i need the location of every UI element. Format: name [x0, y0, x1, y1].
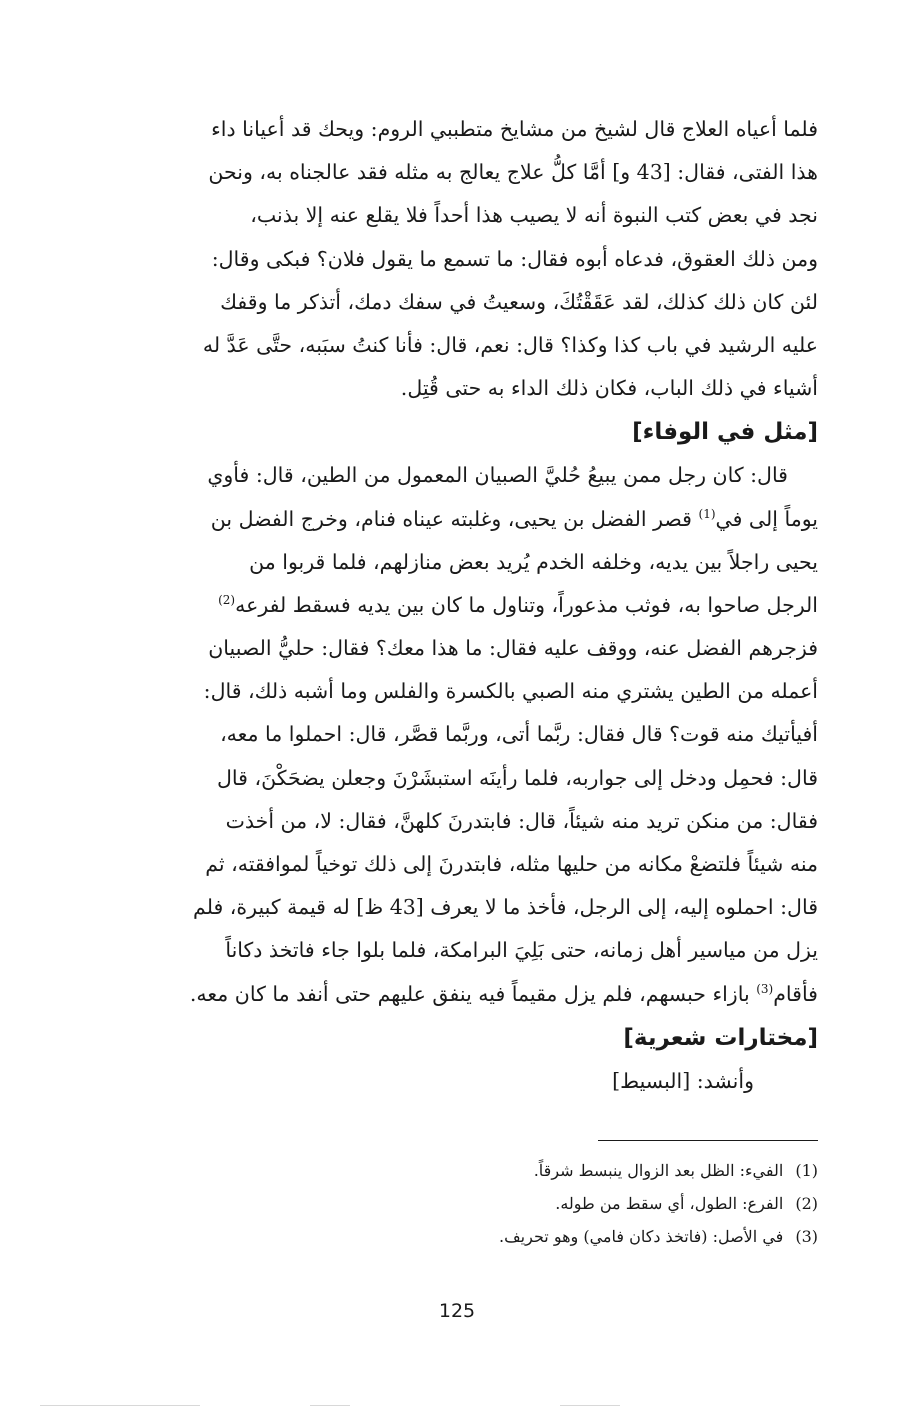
- scan-edge-mark: [40, 1405, 200, 1406]
- footnote-number: (3): [795, 1227, 818, 1246]
- text-line: أفيأتيك منه قوت؟ قال فقال: ربَّما أتى، وربَّما قصَّر، قال: احملوا ما معه،: [220, 722, 818, 747]
- text-line: يزل من مياسير أهل زمانه، حتى بَلِيَ البرامكة، فلما بلوا جاء فاتخذ دكاناً: [225, 938, 818, 963]
- text-line: قال: احملوه إليه، إلى الرجل، فأخذ ما لا يعرف [43 ظ] له قيمة كبيرة، فلم: [193, 895, 818, 920]
- footnote-ref-3: (3): [756, 981, 774, 996]
- text-line: أشياء في ذلك الباب، فكان ذلك الداء به حتى قُتِل.: [400, 376, 818, 401]
- footnote-text: الفرع: الطول، أي سقط من طوله.: [555, 1194, 784, 1213]
- text-line: قال: فحمِل ودخل إلى جواربه، فلما رأينَه استبشَرْنَ وجعلن يضحَكْنَ، قال: [217, 765, 818, 790]
- text-line: أعمله من الطين يشتري منه الصبي بالكسرة والفلس وما أشبه ذلك، قال:: [203, 679, 818, 704]
- text-line: [78, 973, 818, 1016]
- paragraph-illness-story: [78, 108, 818, 410]
- text-segment: الرجل صاحوا به، فوثب مذعوراً، وتناول ما كان بين يديه فسقط لفرعه: [235, 592, 818, 617]
- text-segment: بازاء حبسهم، فلم يزل مقيماً فيه ينفق عليهم حتى أنفد ما كان معه.: [189, 981, 757, 1006]
- footnotes: [318, 1154, 818, 1253]
- text-line: ومن ذلك العقوق، فدعاه أبوه فقال: ما تسمع ما يقول فلان؟ فبكى وقال:: [211, 246, 818, 271]
- page-body: [78, 108, 818, 1102]
- text-line: يحيى راجلاً بين يديه، وخلفه الخدم يُريد بعض منازلهم، فلما قربوا من: [249, 549, 818, 574]
- footnote-text: الفيء: الظل بعد الزوال ينبسط شرقاً.: [533, 1161, 784, 1180]
- text-line: فلما أعياه العلاج قال لشيخ من مشايخ متطببي الروم: ويحك قد أعيانا داء: [211, 117, 818, 141]
- scan-edge-mark: [310, 1405, 350, 1406]
- footnote-ref-2: (2): [218, 593, 236, 608]
- text-line: هذا الفتى، فقال: [43 و] أمَّا كلُّ علاج يعالج به مثله فقد عالجناه به، ونحن: [208, 160, 818, 185]
- verse-intro: وأنشد: [البسيط]: [612, 1068, 754, 1093]
- text-line: منه شيئاً فلتضعْ مكانه من حليها مثله، فابتدرنَ إلى ذلك توخياً لموافقته، ثم: [205, 852, 818, 876]
- section-heading-loyalty: [مثل في الوفاء]: [632, 419, 818, 446]
- footnote-1: [318, 1154, 818, 1187]
- footnote-number: (2): [795, 1194, 818, 1213]
- footnote-text: في الأصل: (فاتخذ دكان فامي) وهو تحريف.: [499, 1227, 784, 1246]
- section-heading-poetry: [مختارات شعرية]: [623, 1024, 818, 1051]
- text-line: عليه الرشيد في باب كذا وكذا؟ قال: نعم، قال: فأنا كنتُ سبَبه، حتَّى عَدَّ له: [202, 332, 818, 357]
- footnote-ref-1: (1): [698, 506, 716, 521]
- text-line: [78, 584, 818, 627]
- paragraph-loyalty-story: [78, 454, 818, 1015]
- text-segment: يوماً إلى في: [715, 506, 818, 531]
- text-line: فقال: من منكن تريد منه شيئاً، قال: فابتدرنَ كلهنَّ، فقال: لا، من أخذت: [225, 808, 818, 833]
- text-line: فزجرهم الفضل عنه، ووقف عليه فقال: ما هذا معك؟ فقال: حليُّ الصبيان: [208, 636, 818, 661]
- footnote-number: (1): [795, 1161, 818, 1180]
- text-line: قال: كان رجل ممن يبيعُ حُليَّ الصبيان المعمول من الطين، قال: فأوي: [207, 463, 788, 488]
- text-segment: فأقام: [773, 981, 818, 1006]
- text-line: [78, 498, 818, 541]
- footnote-3: [318, 1220, 818, 1253]
- page-number: 125: [438, 1300, 476, 1322]
- footnote-2: [318, 1187, 818, 1220]
- footnote-separator: [598, 1140, 818, 1141]
- text-line: لئن كان ذلك كذلك، لقد عَقَقْتُكَ، وسعيتُ في سفك دمك، أتذكر ما وقفك: [220, 289, 818, 314]
- text-line: نجد في بعض كتب النبوة أنه لا يصيب هذا أحداً فلا يقلع عنه إلا بذنب،: [250, 203, 818, 228]
- text-segment: قصر الفضل بن يحيى، وغلبته عيناه فنام، وخرج الفضل بن: [210, 506, 699, 531]
- scan-edge-mark: [560, 1405, 620, 1406]
